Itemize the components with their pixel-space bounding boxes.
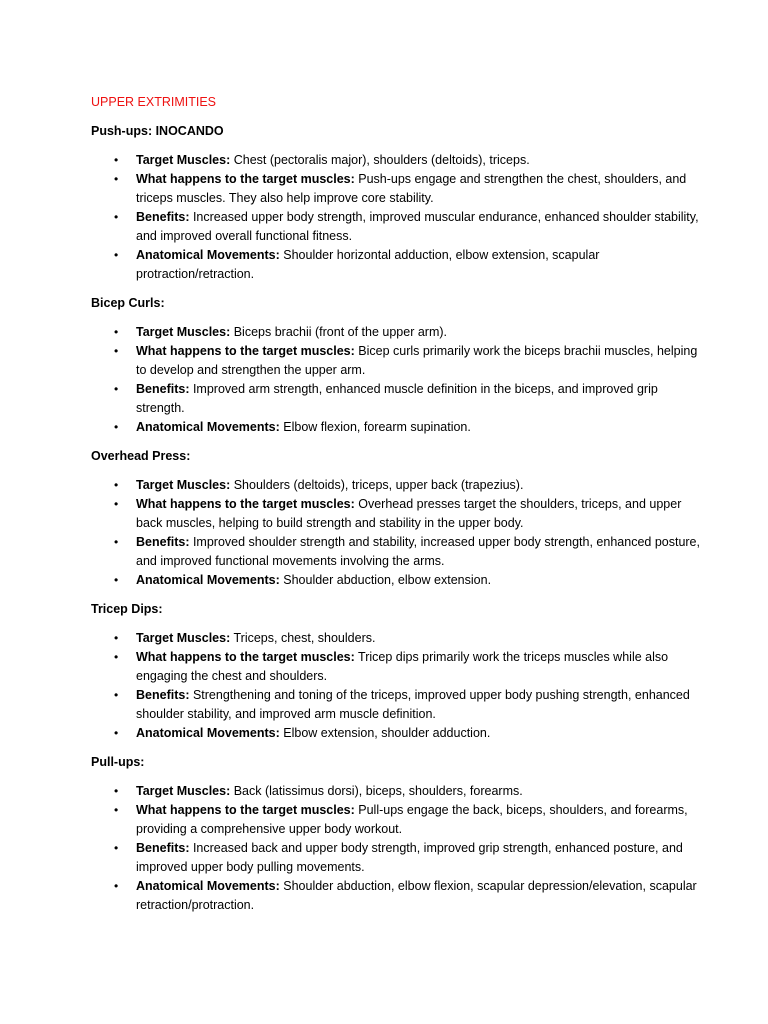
bullet-label: Anatomical Movements:: [136, 726, 280, 740]
bullet-text: Pull-ups engage the back, biceps, shoulders, and forearms, providing a comprehensive upper body workout.: [136, 803, 688, 836]
bullet-item: [91, 380, 708, 418]
bullet-label: Anatomical Movements:: [136, 573, 280, 587]
bullet-icon: •: [114, 420, 119, 434]
bullet-label: What happens to the target muscles:: [136, 497, 355, 511]
bullet-text: Shoulder abduction, elbow flexion, scapular depression/elevation, scapular retraction/protraction.: [136, 879, 697, 912]
bullet-item: [91, 801, 708, 839]
bullet-label: Benefits:: [136, 535, 190, 549]
bullet-label: What happens to the target muscles:: [136, 344, 355, 358]
bullet-label: Target Muscles:: [136, 784, 231, 798]
exercise-section: [91, 295, 708, 437]
bullet-text: Chest (pectoralis major), shoulders (deltoids), triceps.: [230, 153, 530, 167]
bullet-icon: •: [114, 172, 119, 186]
bullet-icon: •: [114, 841, 119, 855]
bullet-label: What happens to the target muscles:: [136, 172, 355, 186]
bullet-label: What happens to the target muscles:: [136, 650, 355, 664]
bullet-label: Target Muscles:: [136, 478, 231, 492]
bullet-label: Benefits:: [136, 210, 190, 224]
bullet-text: Shoulder abduction, elbow extension.: [279, 573, 492, 587]
bullet-item: [91, 686, 708, 724]
bullet-item: [91, 839, 708, 877]
document-title: UPPER EXTRIMITIES: [91, 95, 217, 109]
bullet-text: Back (latissimus dorsi), biceps, shoulders, forearms.: [230, 784, 523, 798]
bullet-text: Biceps brachii (front of the upper arm).: [230, 325, 448, 339]
bullet-item: [91, 782, 708, 801]
section-heading: Push-ups: INOCANDO: [91, 124, 224, 138]
sections-container: [91, 123, 708, 915]
bullet-list: [91, 476, 708, 590]
bullet-label: What happens to the target muscles:: [136, 803, 355, 817]
section-heading: Tricep Dips:: [91, 602, 163, 616]
bullet-label: Anatomical Movements:: [136, 420, 280, 434]
exercise-section: [91, 123, 708, 284]
bullet-icon: •: [114, 478, 119, 492]
bullet-text: Push-ups engage and strengthen the chest, shoulders, and triceps muscles. They also help improve core stability.: [136, 172, 687, 205]
bullet-icon: •: [114, 153, 119, 167]
bullet-label: Benefits:: [136, 688, 190, 702]
bullet-icon: •: [114, 688, 119, 702]
bullet-item: [91, 648, 708, 686]
bullet-item: [91, 629, 708, 648]
bullet-text: Overhead presses target the shoulders, triceps, and upper back muscles, helping to build strength and stability in the upper body.: [136, 497, 682, 530]
bullet-item: [91, 246, 708, 284]
exercise-section: [91, 754, 708, 915]
bullet-icon: •: [114, 497, 119, 511]
bullet-label: Anatomical Movements:: [136, 879, 280, 893]
bullet-text: Increased upper body strength, improved muscular endurance, enhanced shoulder stability, and improved overall functional fitness.: [136, 210, 699, 243]
section-heading: Bicep Curls:: [91, 296, 165, 310]
bullet-icon: •: [114, 803, 119, 817]
bullet-icon: •: [114, 344, 119, 358]
bullet-text: Improved arm strength, enhanced muscle definition in the biceps, and improved grip strength.: [136, 382, 658, 415]
bullet-item: [91, 323, 708, 342]
bullet-icon: •: [114, 535, 119, 549]
bullet-item: [91, 476, 708, 495]
section-heading: Overhead Press:: [91, 449, 191, 463]
bullet-item: [91, 877, 708, 915]
bullet-item: [91, 151, 708, 170]
bullet-text: Triceps, chest, shoulders.: [230, 631, 376, 645]
bullet-icon: •: [114, 631, 119, 645]
bullet-text: Shoulders (deltoids), triceps, upper back (trapezius).: [230, 478, 524, 492]
bullet-text: Strengthening and toning of the triceps, improved upper body pushing strength, enhanced shoulder stability, and improved arm muscle definition.: [136, 688, 690, 721]
bullet-item: [91, 495, 708, 533]
bullet-label: Target Muscles:: [136, 325, 231, 339]
bullet-icon: •: [114, 650, 119, 664]
bullet-item: [91, 533, 708, 571]
bullet-label: Target Muscles:: [136, 631, 231, 645]
bullet-icon: •: [114, 726, 119, 740]
section-heading: Pull-ups:: [91, 755, 145, 769]
bullet-list: [91, 151, 708, 284]
exercise-section: [91, 448, 708, 590]
bullet-item: [91, 418, 708, 437]
bullet-text: Shoulder horizontal adduction, elbow extension, scapular protraction/retraction.: [136, 248, 600, 281]
bullet-item: [91, 724, 708, 743]
bullet-text: Elbow extension, shoulder adduction.: [279, 726, 491, 740]
bullet-label: Anatomical Movements:: [136, 248, 280, 262]
bullet-icon: •: [114, 879, 119, 893]
bullet-label: Benefits:: [136, 382, 190, 396]
bullet-icon: •: [114, 210, 119, 224]
bullet-icon: •: [114, 784, 119, 798]
bullet-item: [91, 342, 708, 380]
bullet-item: [91, 208, 708, 246]
bullet-icon: •: [114, 382, 119, 396]
bullet-text: Bicep curls primarily work the biceps brachii muscles, helping to develop and strengthen the upper arm.: [136, 344, 698, 377]
bullet-item: [91, 571, 708, 590]
bullet-text: Tricep dips primarily work the triceps muscles while also engaging the chest and shoulders.: [136, 650, 669, 683]
bullet-text: Improved shoulder strength and stability, increased upper body strength, enhanced posture, and improved functional movements involving the arms.: [136, 535, 700, 568]
bullet-list: [91, 782, 708, 915]
bullet-list: [91, 629, 708, 743]
bullet-label: Target Muscles:: [136, 153, 231, 167]
bullet-item: [91, 170, 708, 208]
bullet-icon: •: [114, 248, 119, 262]
bullet-icon: •: [114, 573, 119, 587]
bullet-label: Benefits:: [136, 841, 190, 855]
bullet-text: Elbow flexion, forearm supination.: [279, 420, 471, 434]
bullet-list: [91, 323, 708, 437]
bullet-icon: •: [114, 325, 119, 339]
exercise-section: [91, 601, 708, 743]
bullet-text: Increased back and upper body strength, improved grip strength, enhanced posture, and improved upper body pulling movements.: [136, 841, 683, 874]
